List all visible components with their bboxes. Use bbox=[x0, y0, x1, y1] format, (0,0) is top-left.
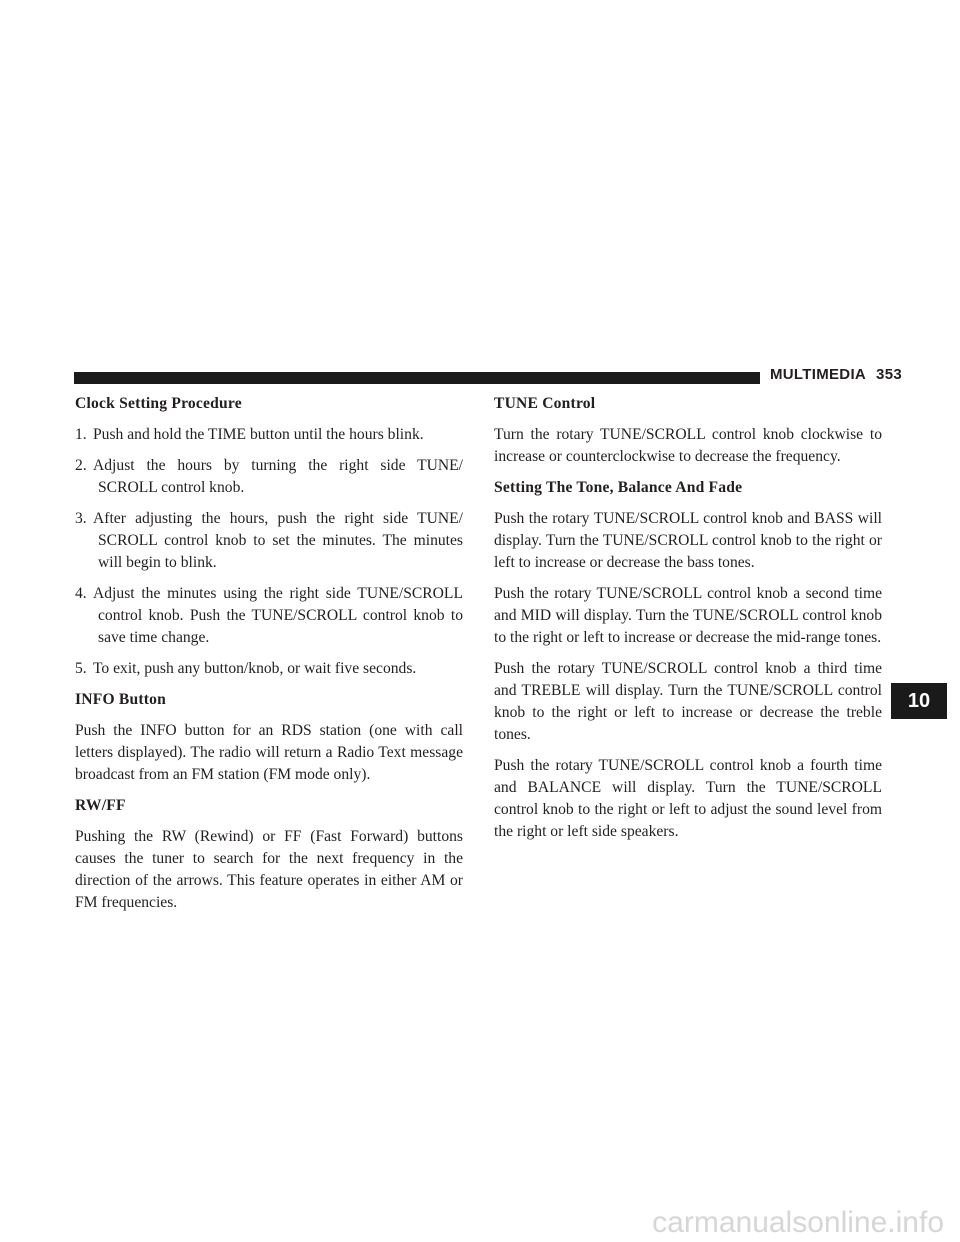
list-item: 3. After adjusting the hours, push the right side TUNE/ SCROLL control knob to set the minutes. The minutes will begin to blink. bbox=[75, 510, 463, 571]
treble-paragraph: Push the rotary TUNE/SCROLL control knob a third time and TREBLE will display. Turn the TUNE/SCROLL control knob to the right or left to increase or decrease the treble tones. bbox=[494, 660, 882, 743]
running-header bbox=[770, 366, 902, 383]
info-button-paragraph: Push the INFO button for an RDS station (one with call letters displayed). The radio will return a Radio Text message broadcast from an FM station (FM mode only). bbox=[75, 722, 463, 783]
list-item: 2. Adjust the hours by turning the right side TUNE/ SCROLL control knob. bbox=[75, 457, 463, 496]
info-button-heading: INFO Button bbox=[75, 691, 167, 708]
tone-balance-fade-heading: Setting The Tone, Balance And Fade bbox=[494, 479, 743, 496]
left-column bbox=[75, 393, 463, 923]
right-column bbox=[494, 393, 882, 852]
list-item: 1. Push and hold the TIME button until the hours blink. bbox=[75, 426, 424, 443]
bass-paragraph: Push the rotary TUNE/SCROLL control knob and BASS will display. Turn the TUNE/SCROLL control knob to the right or left to increase or decrease the bass tones. bbox=[494, 510, 882, 571]
list-item: 5. To exit, push any button/knob, or wait five seconds. bbox=[75, 660, 417, 677]
clock-setting-heading: Clock Setting Procedure bbox=[75, 395, 242, 412]
balance-paragraph: Push the rotary TUNE/SCROLL control knob a fourth time and BALANCE will display. Turn the TUNE/SCROLL control knob to the right or left to adjust the sound level from the right or left side speakers. bbox=[494, 757, 882, 840]
header-rule bbox=[74, 372, 760, 384]
page-number: 353 bbox=[876, 366, 902, 383]
rwff-paragraph: Pushing the RW (Rewind) or FF (Fast Forward) buttons causes the tuner to search for the next frequency in the direction of the arrows. This feature operates in either AM or FM frequencies. bbox=[75, 828, 463, 911]
watermark: carmanualsonline.info bbox=[652, 1206, 944, 1239]
chapter-tab: 10 bbox=[891, 683, 947, 719]
clock-steps-list bbox=[75, 424, 463, 680]
mid-paragraph: Push the rotary TUNE/SCROLL control knob a second time and MID will display. Turn the TUNE/SCROLL control knob to the right or left to increase or decrease the mid-range tones. bbox=[494, 585, 882, 646]
rwff-heading: RW/FF bbox=[75, 797, 126, 814]
tune-control-heading: TUNE Control bbox=[494, 395, 596, 412]
tune-control-paragraph: Turn the rotary TUNE/SCROLL control knob clockwise to increase or counterclockwise to decrease the frequency. bbox=[494, 426, 882, 465]
list-item: 4. Adjust the minutes using the right side TUNE/SCROLL control knob. Push the TUNE/SCROLL control knob to save time change. bbox=[75, 585, 463, 646]
section-title: MULTIMEDIA bbox=[770, 366, 867, 383]
